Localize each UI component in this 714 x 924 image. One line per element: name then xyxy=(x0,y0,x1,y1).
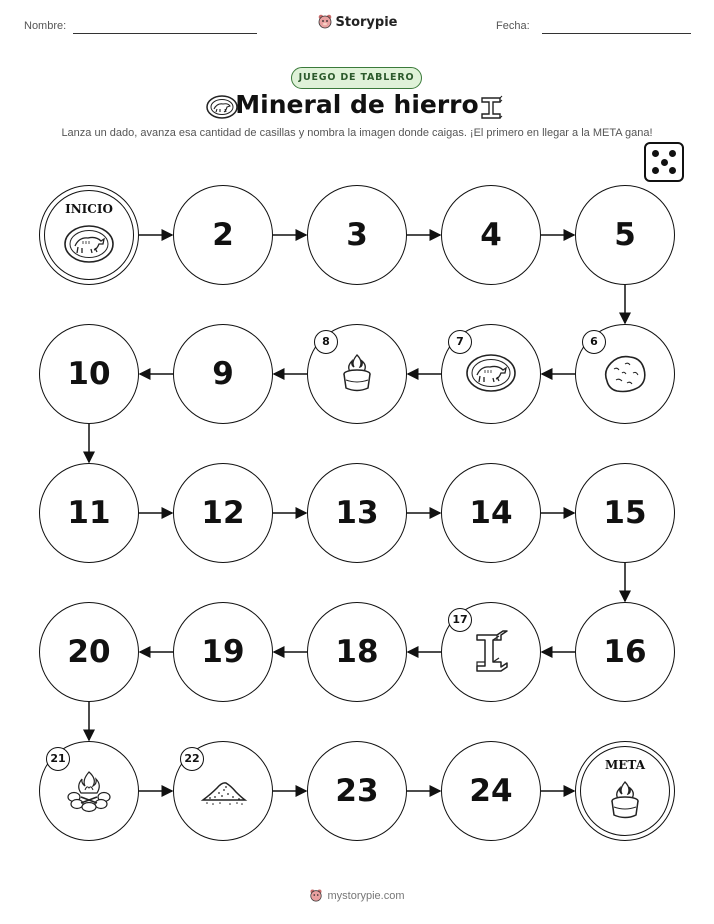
finish-label: META xyxy=(604,758,645,772)
i-beam-icon xyxy=(463,627,519,675)
date-label: Fecha: xyxy=(496,20,530,32)
instructions-text: Lanza un dado, avanza esa cantidad de casillas y nombra la imagen donde caigas. ¡El primero en llegar a la META gana! xyxy=(61,127,653,139)
space-number-badge: 17 xyxy=(448,608,472,632)
space-number: 14 xyxy=(469,495,513,531)
board-space-5 xyxy=(575,185,675,285)
crucible-flame-icon xyxy=(597,776,653,824)
space-number: 12 xyxy=(201,495,245,531)
start-space xyxy=(39,185,139,285)
board-space-14 xyxy=(441,463,541,563)
campfire-icon xyxy=(61,766,117,814)
space-number: 15 xyxy=(603,495,647,531)
board-space-19 xyxy=(173,602,273,702)
category-badge: JUEGO DE TABLERO xyxy=(291,67,422,89)
space-number: 23 xyxy=(335,773,379,809)
space-number: 2 xyxy=(212,217,234,253)
board-space-16 xyxy=(575,602,675,702)
space-number: 11 xyxy=(67,495,111,531)
space-number: 10 xyxy=(67,356,111,392)
brand-name: Storypie xyxy=(335,15,398,30)
board-space-2 xyxy=(173,185,273,285)
board-space-11 xyxy=(39,463,139,563)
board-space-24 xyxy=(441,741,541,841)
space-number: 13 xyxy=(335,495,379,531)
crucible-flame-icon xyxy=(329,349,385,397)
page-title: Mineral de hierro xyxy=(235,90,479,119)
finish-space xyxy=(575,741,675,841)
space-number: 20 xyxy=(67,634,111,670)
board-space-15 xyxy=(575,463,675,563)
space-number-badge: 21 xyxy=(46,747,70,771)
footer xyxy=(0,888,714,902)
board-space-12 xyxy=(173,463,273,563)
board-space-18 xyxy=(307,602,407,702)
storypie-footer-logo-icon xyxy=(309,888,323,902)
powder-pile-icon xyxy=(195,766,251,814)
space-number: 4 xyxy=(480,217,502,253)
board-space-4 xyxy=(441,185,541,285)
board-space-23 xyxy=(307,741,407,841)
space-number-badge: 7 xyxy=(448,330,472,354)
space-number-badge: 6 xyxy=(582,330,606,354)
board-space-3 xyxy=(307,185,407,285)
name-label: Nombre: xyxy=(24,20,67,32)
space-number: 5 xyxy=(614,217,636,253)
board-space-9 xyxy=(173,324,273,424)
board-space-20 xyxy=(39,602,139,702)
space-number: 9 xyxy=(212,356,234,392)
space-number-badge: 8 xyxy=(314,330,338,354)
space-number: 18 xyxy=(335,634,379,670)
footer-url: mystorypie.com xyxy=(327,890,405,902)
board-space-10 xyxy=(39,324,139,424)
space-number: 24 xyxy=(469,773,513,809)
iron-ore-fossil-icon xyxy=(61,220,117,268)
board-space-13 xyxy=(307,463,407,563)
rock-nugget-icon xyxy=(597,349,653,397)
space-number: 3 xyxy=(346,217,368,253)
iron-ore-fossil-icon xyxy=(463,349,519,397)
start-label: INICIO xyxy=(65,202,113,216)
space-number: 19 xyxy=(201,634,245,670)
space-number: 16 xyxy=(603,634,647,670)
space-number-badge: 22 xyxy=(180,747,204,771)
